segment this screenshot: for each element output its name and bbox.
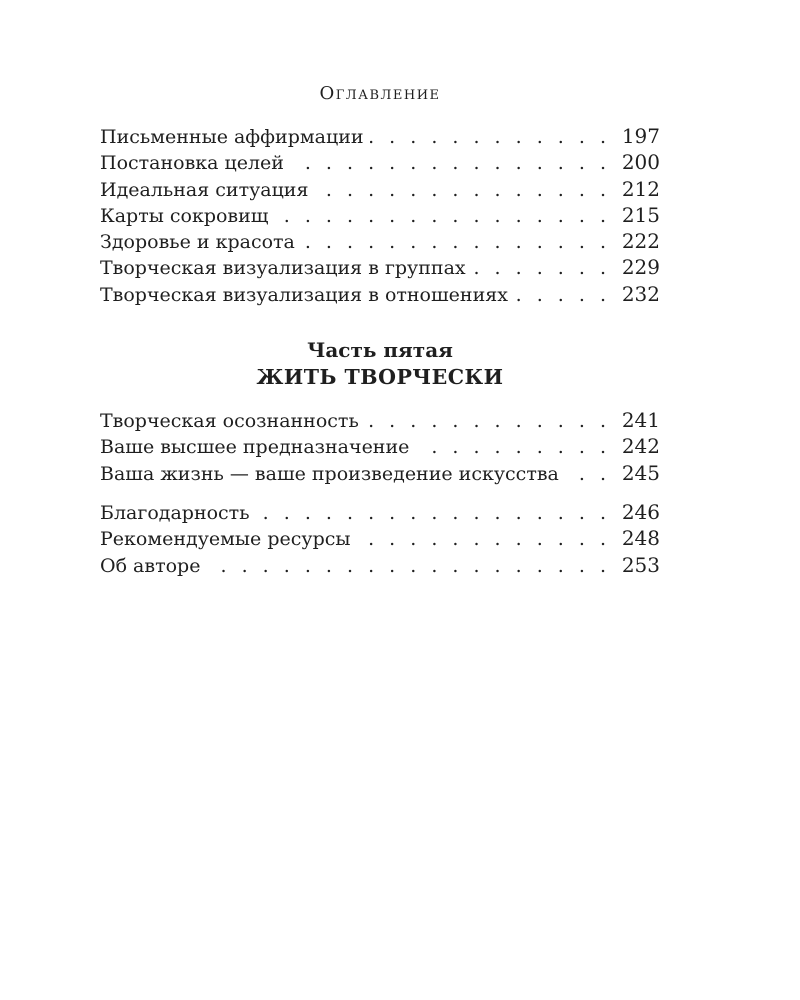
toc-leader-dots (290, 151, 609, 176)
toc-entry-title: Карты сокровищ (100, 204, 269, 227)
toc-leader-dots (565, 462, 609, 487)
toc-leader-dots (365, 409, 609, 434)
toc-entry-page: 212 (621, 176, 660, 201)
toc-entry (100, 255, 660, 281)
toc-leader-dots (206, 554, 609, 579)
toc-entry (100, 408, 660, 434)
toc-leader-dots (274, 204, 609, 229)
toc-entry (100, 177, 660, 203)
toc-entry-page: 253 (621, 552, 660, 577)
toc-list-part5 (100, 408, 660, 487)
toc-entry-title: Письменные аффирмации (100, 126, 364, 148)
toc-entry-page: 245 (621, 460, 660, 485)
part5-heading (100, 337, 660, 391)
part5-heading-kicker: Часть пятая (307, 338, 453, 363)
toc-entry (100, 526, 660, 552)
toc-leader-dots (514, 283, 609, 308)
toc-entry (100, 500, 660, 526)
toc-entry-title: Рекомендуемые ресурсы (100, 528, 351, 551)
toc-entry-page: 215 (621, 202, 660, 227)
toc-list-back-matter (100, 500, 660, 579)
page-title: Оглавление (319, 83, 441, 104)
toc-entry-page: 229 (621, 255, 660, 280)
toc-entry-title: Об авторе (100, 554, 201, 577)
contents-column (100, 84, 660, 579)
toc-entry (100, 282, 660, 308)
toc-entry-title: Идеальная ситуация (100, 178, 309, 201)
toc-entry (100, 553, 660, 579)
toc-leader-dots (314, 178, 609, 203)
toc-entry-page: 232 (621, 281, 660, 306)
toc-entry-title: Ваше высшее предназначение (100, 436, 410, 459)
toc-entry (100, 434, 660, 460)
toc-entry-title: Здоровье и красота (100, 231, 295, 254)
toc-entry-page: 246 (621, 499, 660, 524)
toc-entry-page: 242 (621, 434, 660, 459)
toc-leader-dots (301, 230, 609, 255)
toc-entry-page: 241 (621, 408, 660, 433)
toc-leader-dots (472, 256, 609, 281)
toc-entry-title: Творческая визуализация в отношениях (100, 283, 508, 306)
toc-entry (100, 461, 660, 487)
toc-leader-dots (415, 435, 609, 460)
toc-entry-title: Постановка целей (100, 152, 284, 175)
toc-leader-dots (357, 527, 610, 552)
toc-leader-dots (370, 125, 609, 150)
toc-entry-title: Ваша жизнь — ваше произведение искусства (100, 462, 559, 485)
toc-entry-page: 197 (621, 124, 660, 148)
toc-list-part4 (100, 124, 660, 308)
toc-entry-page: 222 (621, 229, 660, 254)
toc-entry-title: Творческая визуализация в группах (100, 257, 466, 280)
toc-entry-title: Творческая осознанность (100, 410, 359, 433)
toc-entry-title: Благодарность (100, 501, 250, 524)
section-gap (100, 487, 660, 500)
toc-entry (100, 124, 660, 150)
toc-entry (100, 203, 660, 229)
toc-entry-page: 248 (621, 526, 660, 551)
toc-entry (100, 150, 660, 176)
toc-entry-page: 200 (621, 150, 660, 175)
toc-leader-dots (256, 501, 609, 526)
toc-entry (100, 229, 660, 255)
part5-heading-title: ЖИТЬ ТВОРЧЕСКИ (256, 365, 504, 390)
